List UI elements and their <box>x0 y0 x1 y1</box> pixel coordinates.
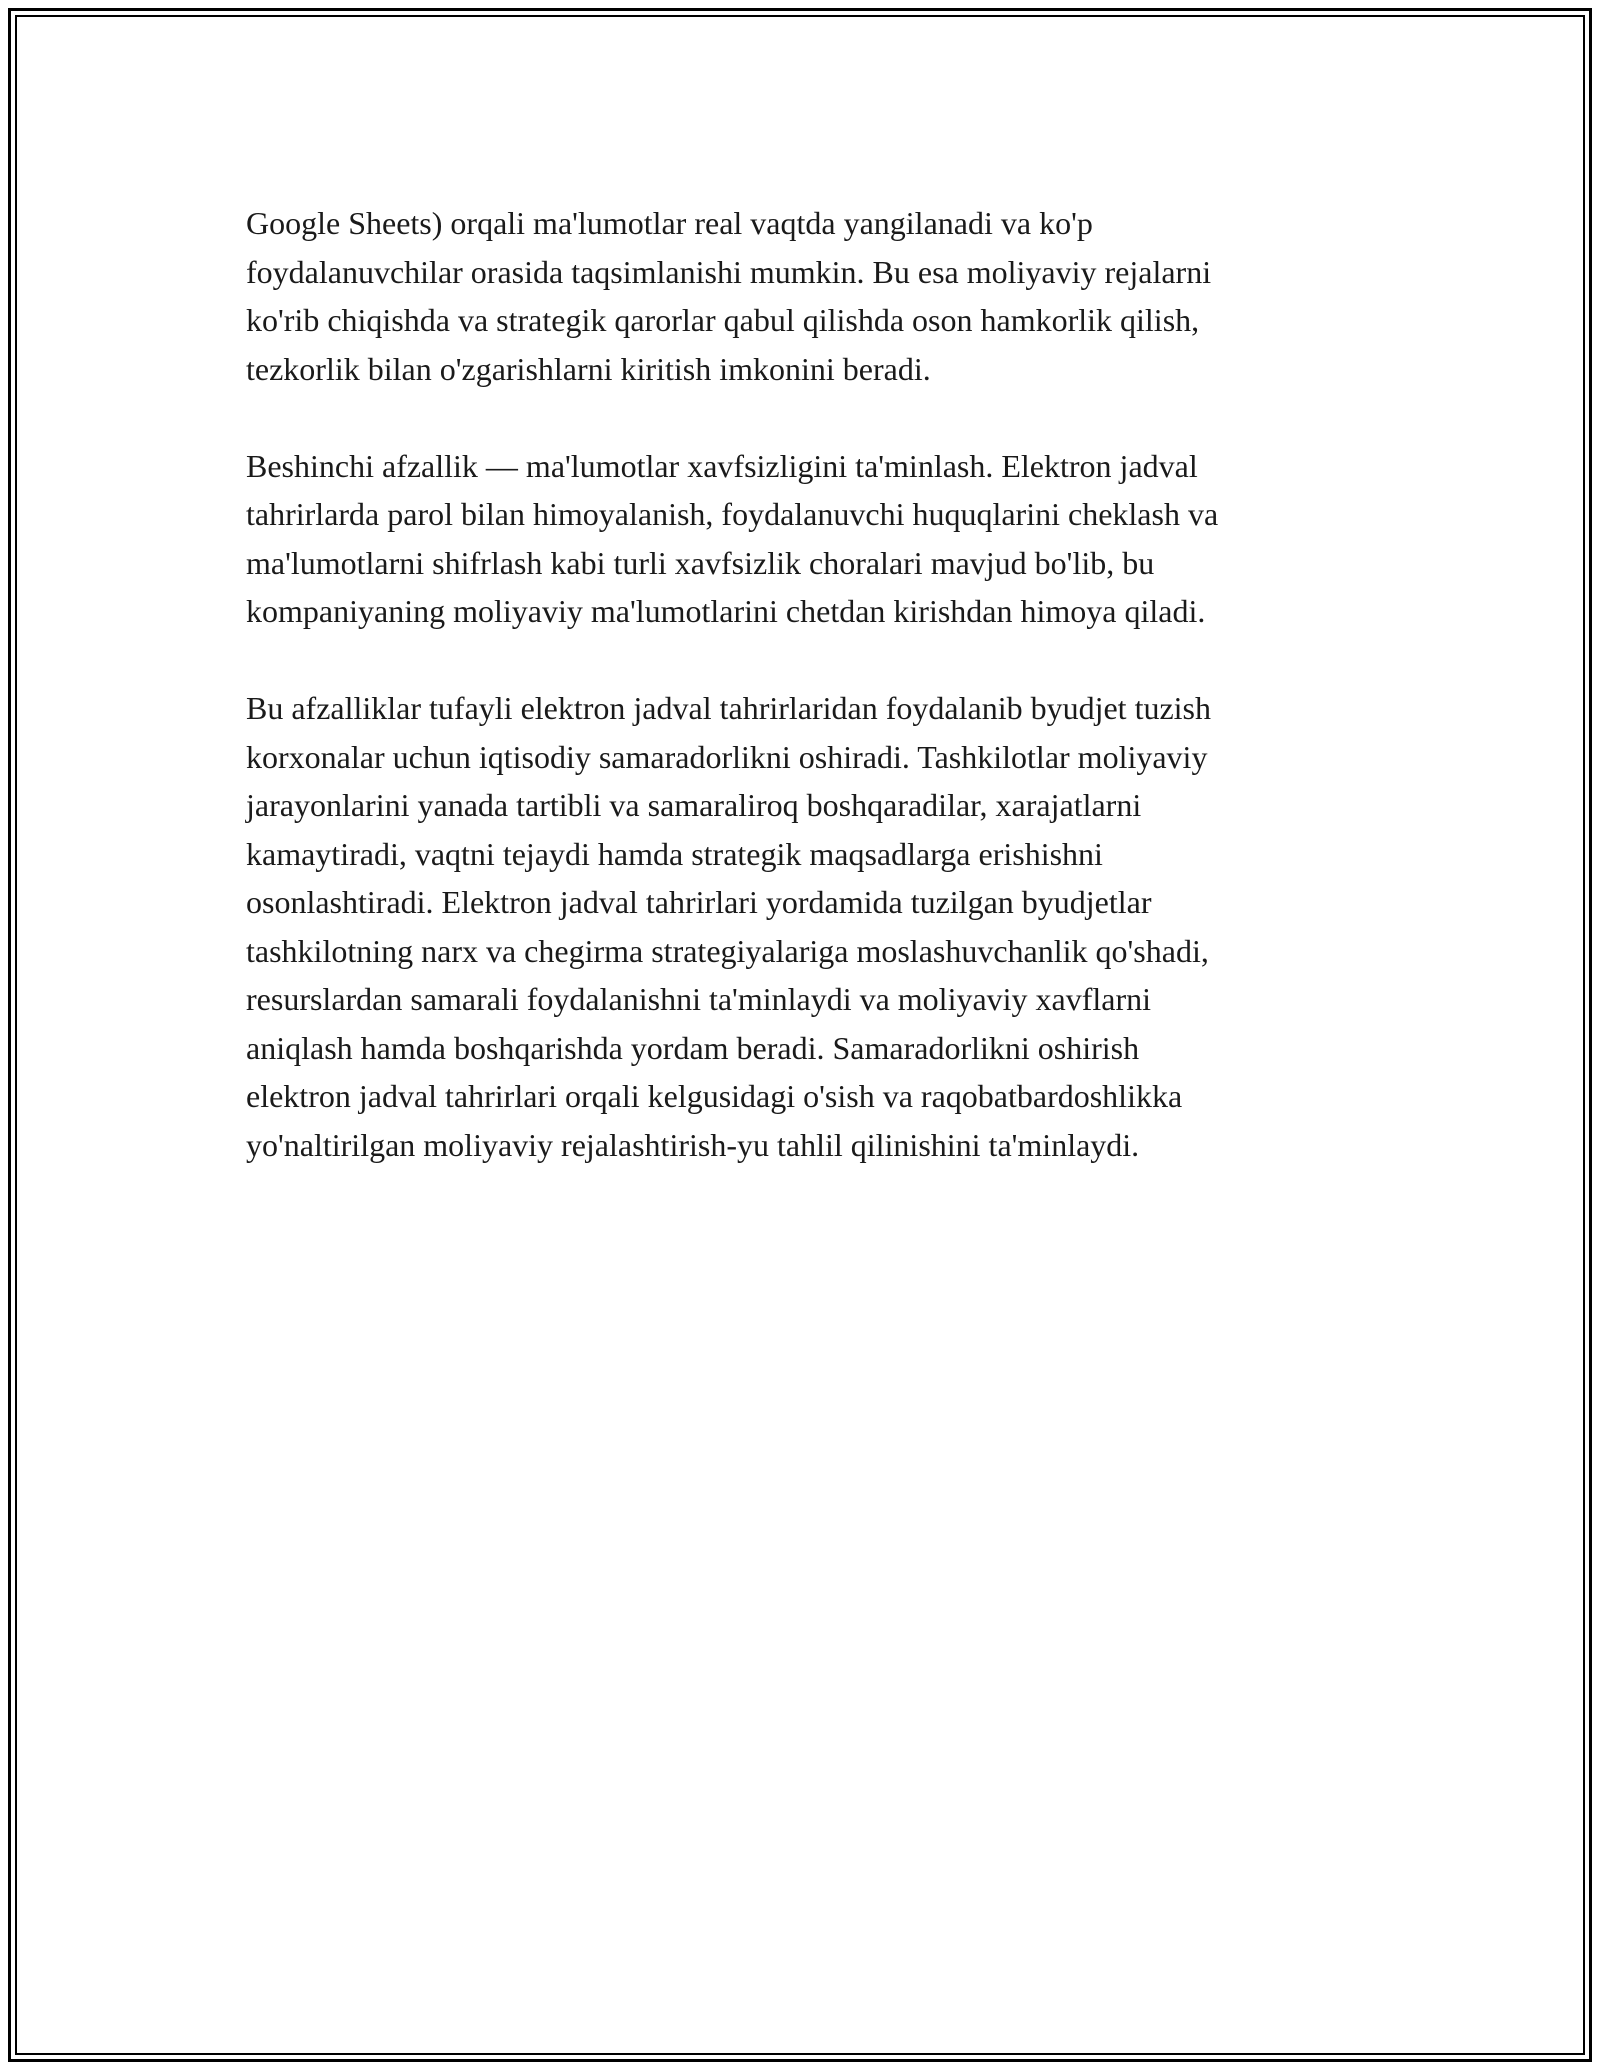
paragraph-3 <box>246 684 1396 1169</box>
text-line: aniqlash hamda boshqarishda yordam beradi. Samaradorlikni oshirish <box>246 1029 1140 1066</box>
paragraph-2 <box>246 442 1396 636</box>
text-line: elektron jadval tahrirlari orqali kelgusidagi o'sish va raqobatbardoshlikka <box>246 1078 1183 1114</box>
text-line: jarayonlarini yanada tartibli va samaraliroq boshqaradilar, xarajatlarni <box>246 787 1142 823</box>
text-line: resurslardan samarali foydalanishni ta'minlaydi va moliyaviy xavflarni <box>246 981 1152 1017</box>
text-line: ko'rib chiqishda va strategik qarorlar qabul qilishda oson hamkorlik qilish, <box>246 302 1200 338</box>
text-line: kamaytiradi, vaqtni tejaydi hamda strategik maqsadlarga erishishni <box>246 835 1103 872</box>
text-line: Bu afzalliklar tufayli elektron jadval tahrirlaridan foydalanib byudjet tuzish <box>246 690 1211 726</box>
text-line: tashkilotning narx va chegirma strategiyalariga moslashuvchanlik qo'shadi, <box>246 932 1209 969</box>
text-line: tahrirlarda parol bilan himoyalanish, foydalanuvchi huquqlarini cheklash va <box>246 496 1219 532</box>
text-line: korxonalar uchun iqtisodiy samaradorlikni oshiradi. Tashkilotlar moliyaviy <box>246 738 1208 775</box>
text-line: Beshinchi afzallik — ma'lumotlar xavfsizligini ta'minlash. Elektron jadval <box>246 447 1198 484</box>
text-line: ma'lumotlarni shifrlash kabi turli xavfsizlik choralari mavjud bo'lib, bu <box>246 544 1155 581</box>
text-line: Google Sheets) orqali ma'lumotlar real vaqtda yangilanadi va ko'p <box>246 205 1093 241</box>
page-frame <box>8 8 1592 2062</box>
page-content <box>246 199 1396 1218</box>
text-line: tezkorlik bilan o'zgarishlarni kiritish imkonini beradi. <box>246 350 931 387</box>
text-line: osonlashtiradi. Elektron jadval tahrirlari yordamida tuzilgan byudjetlar <box>246 884 1152 920</box>
text-line: kompaniyaning moliyaviy ma'lumotlarini chetdan kirishdan himoya qiladi. <box>246 593 1206 629</box>
text-line: foydalanuvchilar orasida taqsimlanishi mumkin. Bu esa moliyaviy rejalarni <box>246 253 1212 290</box>
paragraph-1 <box>246 199 1396 393</box>
text-line: yo'naltirilgan moliyaviy rejalashtirish-yu tahlil qilinishini ta'minlaydi. <box>246 1126 1140 1163</box>
